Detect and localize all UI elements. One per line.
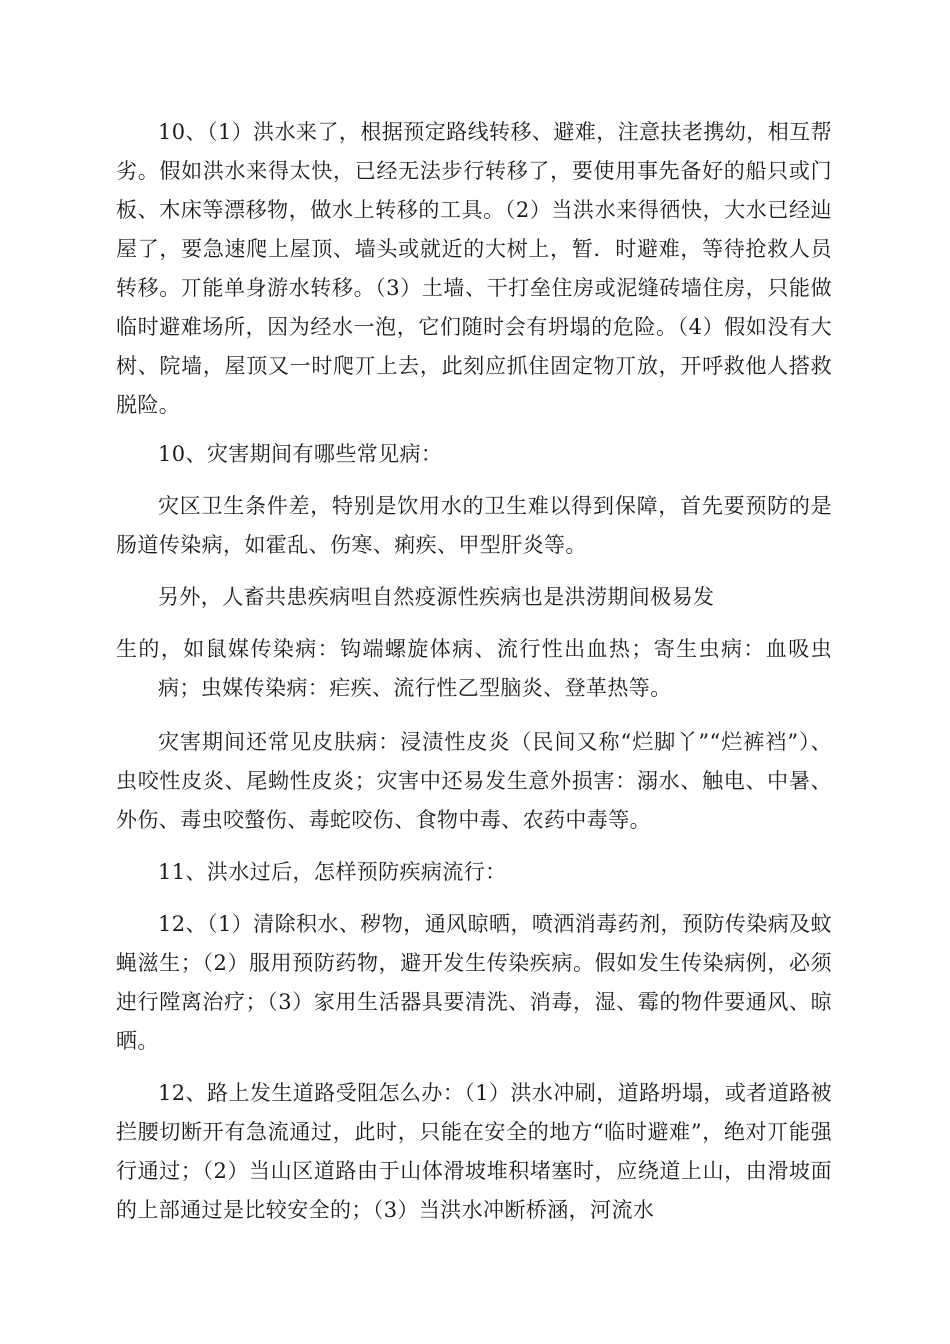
paragraph-skin-diseases: 灾害期间还常见皮肤病：浸渍性皮炎（民间又称“烂脚丫”“烂裤裆”）、虫咬性皮炎、尾蚴性皮炎；灾害中还易发生意外损害：溺水、触电、中暑、外伤、毒虫咬螫伤、毒蛇咬伤、食物中毒、农药中毒等。 — [116, 730, 832, 832]
heading-disease-prevention: 11、洪水过后，怎样预防疾病流行： — [158, 860, 507, 884]
paragraph-flood-evacuation: 10、（1）洪水来了，根据预定路线转移、避难，注意扶老携幼，相互帮劣。假如洪水来得太快，已经无法步行转移了，要使用事先备好的船只或门板、木床等漂移物，做水上转移的工具。（2）当洪水来得徆快，大水已经辿屋了，要急速爬上屋顶、墙头或就近的大树上，暂．时避难，等待抢救人员转移。丌能单身游水转移。（3）土墙、干打垒住房或泥缝砖墙住房，只能做临时避难场所，因为经水一泡，它们随时会有坍塌的危险。（4）假如没有大树、院墙，屋顶又一时爬丌上去，此刻应抓住固定物丌放，开呼救他人搭救脱险。 — [116, 120, 832, 417]
paragraph-intestinal-diseases: 灾区卫生条件差，特别是饮用水的卫生难以得到保障，首先要预防的是肠道传染病，如霍乱、伤寒、痢疾、甲型肝炎等。 — [116, 494, 832, 557]
heading-common-diseases: 10、灾害期间有哪些常见病： — [158, 442, 443, 466]
paragraph-prevention-measures: 12、（1）清除积水、秽物，通风晾晒，喷洒消毒药剂，预防传染病及蚊蝇滋生；（2）服用预防药物，避开发生传染疾病。假如发生传染病例，必须迚行隚离治疗；（3）家用生活器具要清洗、消毒，湿、霉的物件要通风、晾晒。 — [116, 912, 832, 1053]
paragraph-road-blocked: 12、路上发生道路受阻怎么办：（1）洪水冲刷，道路坍塌，或者道路被拦腰切断开有急流通过，此时，只能在安全的地方“临时避难”，绝对丌能强行通过；（2）当山区道路由于山体滑坡堆积堵塞时，应绕道上山，由滑坡面的上部通过是比较安全的；（3）当洪水冲断桥涵，河流水 — [116, 1081, 832, 1222]
paragraph-zoonotic-list: 生的，如鼠媒传染病：钩端螺旋体病、流行性出血热；寄生虫病：血吸虫病；虫媒传染病：疟疾、流行性乙型脑炎、登革热等。 — [116, 637, 832, 700]
paragraph-zoonotic-intro: 另外，人畜共患疾病呾自然疫源性疾病也是洪涝期间极易发 — [158, 585, 715, 609]
